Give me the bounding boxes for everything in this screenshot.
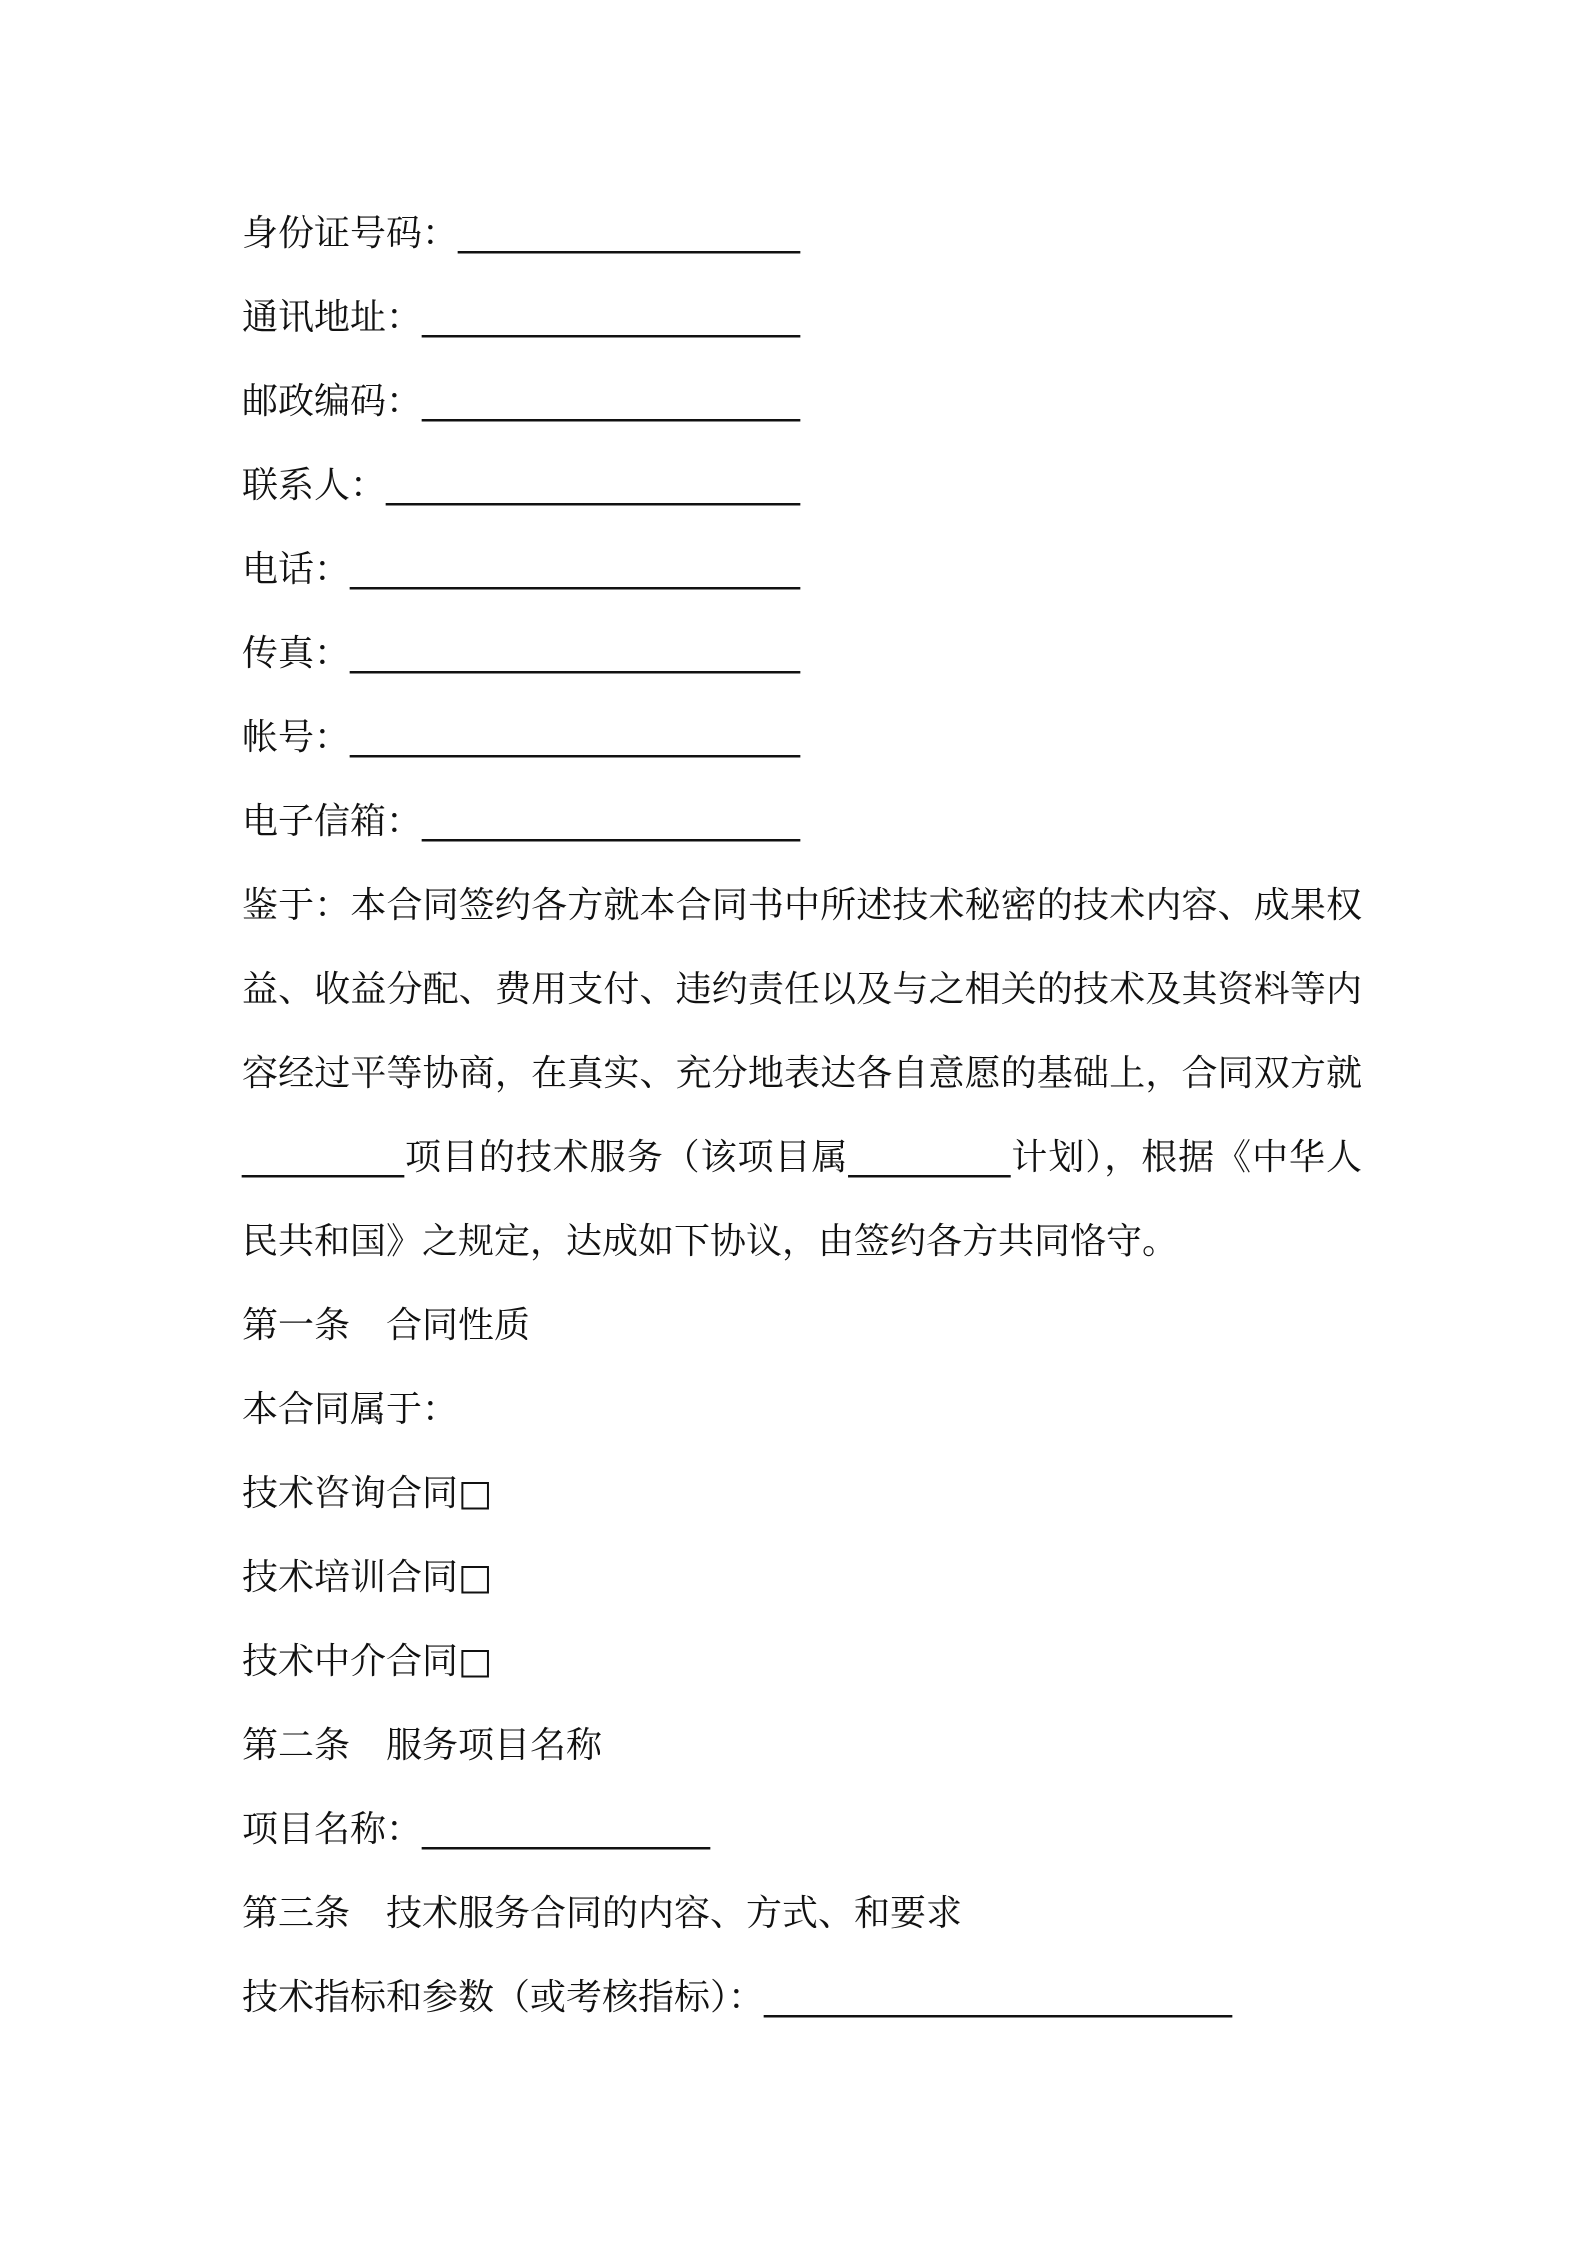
article-3-title: 第三条 技术服务合同的内容、方式、和要求: [242, 1893, 963, 1934]
option-intermediary-contract: 技术中介合同□: [242, 1641, 493, 1682]
article-2-title: 第二条 服务项目名称: [242, 1725, 603, 1766]
article-1-intro: 本合同属于：: [242, 1389, 459, 1430]
phone-field: 电话：_________________________: [242, 549, 801, 590]
id-number-field: 身份证号码：___________________: [242, 213, 801, 254]
option-consulting-contract: 技术咨询合同□: [242, 1473, 493, 1514]
account-field: 帐号：_________________________: [242, 717, 801, 758]
address-field: 通讯地址：_____________________: [242, 297, 801, 338]
option-training-contract: 技术培训合同□: [242, 1557, 493, 1598]
technical-indicators-field: 技术指标和参数（或考核指标）：__________________________: [242, 1977, 1233, 2018]
postal-code-field: 邮政编码：_____________________: [242, 381, 801, 422]
contact-person-field: 联系人：_______________________: [242, 465, 801, 506]
preamble-paragraph: 鉴于：本合同签约各方就本合同书中所述技术秘密的技术内容、成果权益、收益分配、费用支付、违约责任以及与之相关的技术及其资料等内容经过平等协商，在真实、充分地表达各自意愿的基础上，合同双方就_________项目的技术服务（该项目属_________计划），根据《中华人民共和国》之规定，达成如下协议，由签约各方共同恪守。: [242, 885, 1362, 1262]
email-field: 电子信箱：_____________________: [242, 801, 801, 842]
project-name-field: 项目名称：________________: [242, 1809, 711, 1850]
article-1-title: 第一条 合同性质: [242, 1305, 531, 1346]
fax-field: 传真：_________________________: [242, 633, 801, 674]
document-body: [242, 192, 1362, 2040]
